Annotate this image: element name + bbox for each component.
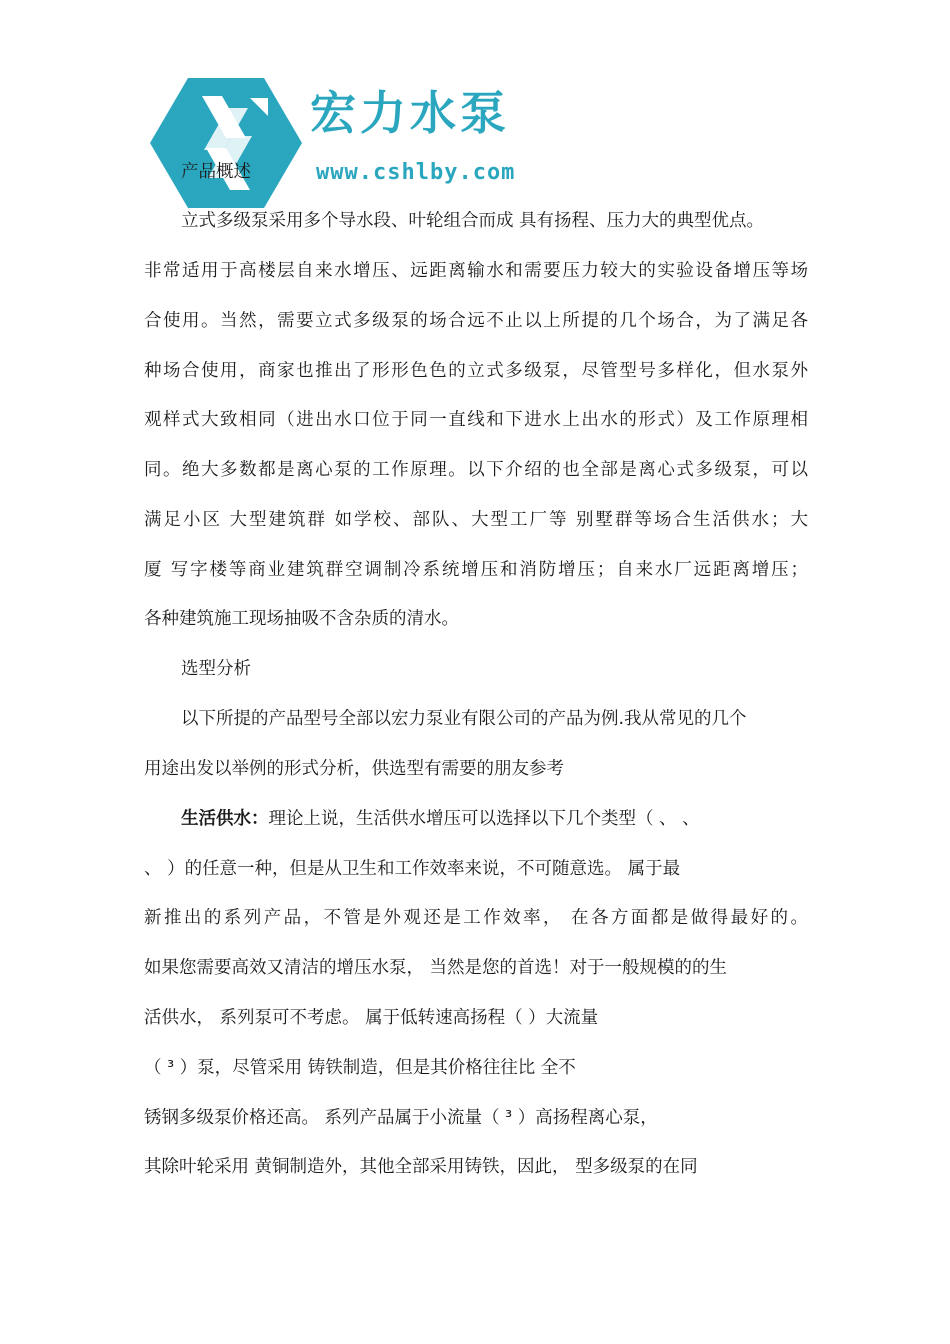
paragraph-line: 、 ）的任意一种，但是从卫生和工作效率来说，不可随意选。 属于最: [144, 859, 681, 879]
paragraph-line: 观样式大致相同（进出水口位于同一直线和下进水上出水的形式）及工作原理相: [144, 410, 808, 430]
logo-url: www.cshlby.com: [316, 160, 516, 185]
paragraph-line: 合使用。当然，需要立式多级泵的场合远不止以上所提的几个场合，为了满足各: [144, 311, 808, 331]
domestic-supply-line: [181, 807, 808, 831]
paragraph-line: 立式多级泵采用多个导水段、叶轮组合而成 具有扬程、压力大的典型优点。: [181, 211, 765, 231]
paragraph-line: 如果您需要高效又清洁的增压水泵， 当然是您的首选！对于一般规模的的生: [144, 958, 728, 978]
logo-title: 宏力水泵: [310, 86, 510, 140]
paragraph-line: 满足小区 大型建筑群 如学校、部队、大型工厂等 别墅群等场合生活供水；大: [144, 510, 808, 530]
paragraph-line: 非常适用于高楼层自来水增压、远距离输水和需要压力较大的实验设备增压等场: [144, 261, 808, 281]
paragraph-line: 锈钢多级泵价格还高。 系列产品属于小流量（ ³ ）高扬程离心泵，: [144, 1108, 658, 1128]
paragraph-line: 同。绝大多数都是离心泵的工作原理。以下介绍的也全部是离心式多级泵，可以: [144, 460, 808, 480]
paragraph-line: 用途出发以举例的形式分析，供选型有需要的朋友参考: [144, 759, 564, 779]
selection-heading: 选型分析: [181, 659, 251, 679]
company-logo: [150, 78, 550, 208]
paragraph-line: 以下所提的产品型号全部以宏力泵业有限公司的产品为例.我从常见的几个: [181, 709, 747, 729]
overview-heading: 产品概述: [181, 162, 251, 182]
domestic-supply-label: 生活供水：: [181, 809, 269, 829]
paragraph-text: 理论上说，生活供水增压可以选择以下几个类型（ 、 、: [268, 809, 700, 829]
hexagon-logo-icon: [150, 78, 302, 208]
paragraph-line: 各种建筑施工现场抽吸不含杂质的清水。: [144, 609, 459, 629]
paragraph-line: 种场合使用，商家也推出了形形色色的立式多级泵，尽管型号多样化，但水泵外: [144, 361, 808, 381]
paragraph-line: 厦 写字楼等商业建筑群空调制冷系统增压和消防增压；自来水厂远距离增压；: [144, 560, 808, 580]
paragraph-line: 活供水， 系列泵可不考虑。 属于低转速高扬程（ ）大流量: [144, 1008, 599, 1028]
paragraph-line: （ ³ ）泵，尽管采用 铸铁制造，但是其价格往往比 全不: [144, 1058, 576, 1078]
paragraph-line: 其除叶轮采用 黄铜制造外，其他全部采用铸铁，因此， 型多级泵的在同: [144, 1157, 698, 1177]
paragraph-line: 新推出的系列产品，不管是外观还是工作效率， 在各方面都是做得最好的。: [144, 908, 808, 928]
